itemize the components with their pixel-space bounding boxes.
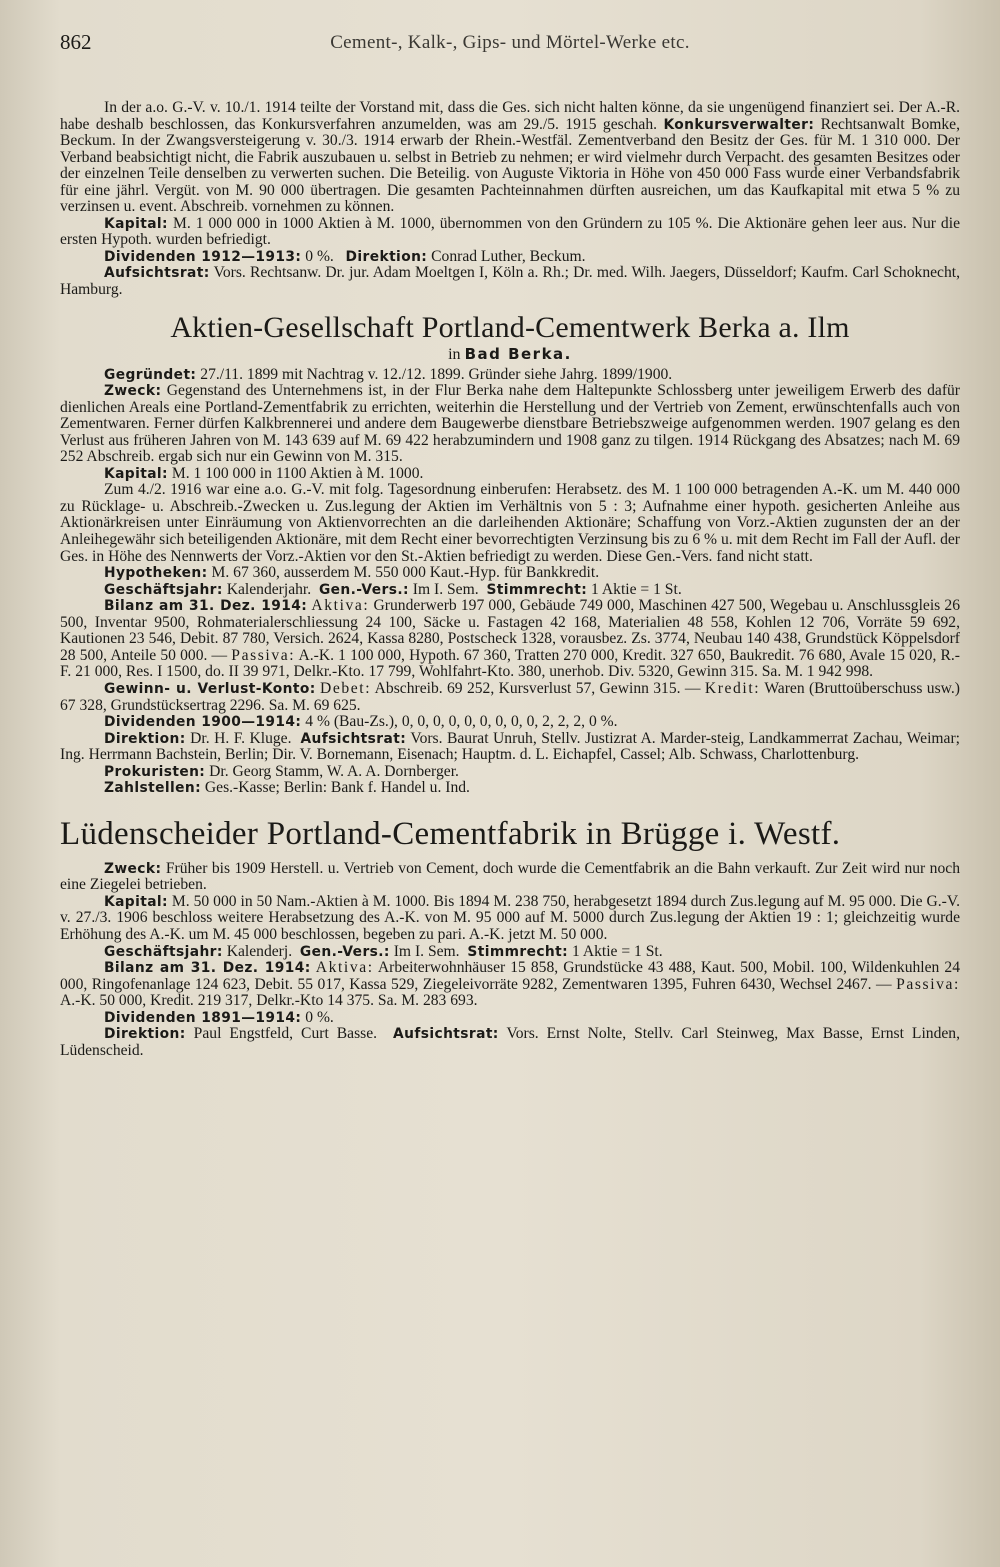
bilanz-paragraph: Bilanz am 31. Dez. 1914: Aktiva: Grunderwerb 197 000, Gebäude 749 000, Maschinen 427 500, Wegebau u. Anschlussgleis 26 500, Inventar 9500, Rohmaterialerschliessung 24 100, Säcke u. Fastagen 42 168, Materialien 48 558, Kohlen 12 706, Vorräte 59 692, Kautionen 23 546, Debit. 87 780, Versich. 2624, Kassa 8280, Postscheck 1328, vorausbez. Zs. 3774, Neubau 140 438, Grundstück Köppelsdorf 28 500, Anteile 50 000. — Passiva: A.-K. 1 100 000, Hypoth. 67 360, Tratten 270 000, Kredit. 327 650, Baukredit. 76 680, Avale 15 020, R.-F. 21 000, Res. I 1500, do. II 39 971, Delkr.-Kto. 17 799, Wohlfahrt-Kto. 380, unerhob. Div. 5320, Gewinn 315. Sa. M. 1 942 998. bbox=[60, 597, 961, 681]
berka-entry bbox=[60, 367, 960, 797]
luedenscheid-heading: Lüdenscheider Portland-Cementfabrik in Brügge i. Westf. bbox=[60, 815, 841, 852]
dividenden-label: Dividenden 1912—1913: bbox=[104, 248, 302, 265]
hypotheken-paragraph: Hypotheken: M. 67 360, ausserdem M. 550 000 Kaut.-Hyp. für Bankkredit. bbox=[104, 564, 600, 582]
gv-notice-paragraph: Zum 4./2. 1916 war eine a.o. G.-V. mit folg. Tagesordnung einberufen: Herabsetz. des M. 1 100 000 betragenden A.-K. um M. 440 000 zu Rücklage- u. Abschreib.-Zwecken u. Zus.legung der Aktien im Verhältnis von 5 : 3; Aufnahme einer hypoth. gesicherten Anleihe aus Aktionärkreisen unter Einräumung von Aktienvorrechten an die darleihenden Aktionäre; Schaffung von Vorz.-Aktien zugunsten der an der Anleihegewähr sich beteiligenden Aktionäre, mit dem Recht einer bevorrechtigten Verzinsung bis zu 6 % u. mit dem Recht im Fall der Aufl. der Ges. in Höhe des Nennwerts der Vorz.-Aktien vor den St.-Aktien befriedigt zu werden. Diese Gen.-Vers. fand nicht statt. bbox=[60, 481, 961, 565]
berka-subheading: in Bad Berka. bbox=[448, 344, 572, 363]
dividenden-paragraph: Dividenden 1891—1914: 0 %. bbox=[104, 1008, 334, 1026]
previous-entry-paragraph: In der a.o. G.-V. v. 10./1. 1914 teilte der Vorstand mit, dass die Ges. sich nicht halten könne, da sie ungenügend finanziert sei. Der A.-R. habe deshalb beschlossen, das Konkursverfahren anzumelden, was am 29./5. 1915 geschah. Konkursverwalter: Rechtsanwalt Bomke, Beckum. In der Zwangsversteigerung v. 30./3. 1914 erwarb der Rhein.-Westfäl. Zementverband den Besitz der Ges. für M. 1 310 000. Der Verband beabsichtigt nicht, die Fabrik auszubauen u. selbst in Betrieb zu nehmen; er wird vielmehr durch Verpacht. des gesamten Besitzes oder der einzelnen Teile denselben zu verwerten suchen. Die Beteilig. von Auguste Viktoria in Höhe von 450 000 Fass wurde einer Verbandsfabrik für eine jährl. Vergüt. von M. 90 000 übertragen. Die gesamten Pachteinnahmen dürften ausreichen, um das Kaufkapital mit etwa 5 % zu verzinsen u. event. Abschreib. vornehmen zu können. bbox=[60, 99, 960, 216]
luedenscheid-entry bbox=[60, 861, 960, 1060]
page-number: 862 bbox=[60, 30, 92, 54]
previous-entry bbox=[60, 100, 960, 299]
kapital-paragraph: Kapital: M. 1 100 000 in 1100 Aktien à M. 1000. bbox=[104, 464, 424, 482]
gewinn-verlust-paragraph: Gewinn- u. Verlust-Konto: Debet: Abschreib. 69 252, Kursverlust 57, Gewinn 315. — Kredit: Waren (Bruttoüberschuss usw.) 67 328, Grundstücksertrag 2296. Sa. M. 69 625. bbox=[60, 679, 960, 714]
zweck-paragraph: Zweck: Früher bis 1909 Herstell. u. Vertrieb von Cement, doch wurde die Cementfabrik an die Bahn verkauft. Zur Zeit wird nur noch eine Ziegelei betrieben. bbox=[60, 859, 960, 894]
aufsichtsrat-paragraph: Aufsichtsrat: Vors. Rechtsanw. Dr. jur. Adam Moeltgen I, Köln a. Rh.; Dr. med. Wilh. Jaegers, Düsseldorf; Kaufm. Carl Schoknecht, Hamburg. bbox=[60, 264, 960, 299]
kapital-paragraph: Kapital: M. 1 000 000 in 1000 Aktien à M. 1000, übernommen von den Gründern zu 105 %. Die Aktionäre gehen leer aus. Nur die ersten Hypoth. wurden befriedigt. bbox=[60, 214, 960, 249]
dividenden-paragraph: Dividenden 1900—1914: 4 % (Bau-Zs.), 0, 0, 0, 0, 0, 0, 0, 0, 0, 2, 2, 2, 0 %. bbox=[104, 713, 618, 731]
aufsichtsrat-label: Aufsichtsrat: bbox=[104, 265, 210, 282]
direktion-paragraph: Direktion: Dr. H. F. Kluge. Aufsichtsrat: Vors. Baurat Unruh, Stellv. Justizrat A. Marder-steig, Landkammerrat Zachau, Weimar; Ing. Herrmann Bachstein, Berlin; Dir. V. Bornemann, Eisenach; Hauptm. d. L. Eichapfel, Cassel; Alb. Schwass, Charlottenburg. bbox=[60, 729, 961, 764]
running-header bbox=[60, 30, 960, 60]
gegruendet-paragraph: Gegründet: 27./11. 1899 mit Nachtrag v. 12./12. 1899. Gründer siehe Jahrg. 1899/1900. bbox=[104, 365, 673, 383]
geschaeftsjahr-paragraph: Geschäftsjahr: Kalenderjahr. Gen.-Vers.: Im I. Sem. Stimmrecht: 1 Aktie = 1 St. bbox=[104, 580, 682, 598]
bilanz-paragraph: Bilanz am 31. Dez. 1914: Aktiva: Arbeiterwohnhäuser 15 858, Grundstücke 43 488, Kaut. 500, Mobil. 100, Wildenkuhlen 24 000, Ringofenanlage 124 623, Debit. 55 017, Kassa 529, Ziegeleivorräte 9282, Zementwaren 1395, Fuhren 6430, Wechsel 2467. — Passiva: A.-K. 50 000, Kredit. 219 317, Delkr.-Kto 14 375. Sa. M. 283 693. bbox=[60, 959, 960, 1010]
direktion-label: Direktion: bbox=[345, 248, 428, 265]
berka-heading: Aktien-Gesellschaft Portland-Cementwerk Berka a. Ilm bbox=[170, 310, 850, 344]
prokuristen-paragraph: Prokuristen: Dr. Georg Stamm, W. A. A. Dornberger. bbox=[104, 762, 459, 780]
zahlstellen-paragraph: Zahlstellen: Ges.-Kasse; Berlin: Bank f. Handel u. Ind. bbox=[104, 779, 470, 797]
dividenden-direktion-paragraph: Dividenden 1912—1913: 0 %. Direktion: Conrad Luther, Beckum. bbox=[104, 247, 586, 265]
direktion-paragraph: Direktion: Paul Engstfeld, Curt Basse. Aufsichtsrat: Vors. Ernst Nolte, Stellv. Carl Steinweg, Max Basse, Ernst Linden, Lüdenscheid. bbox=[60, 1025, 960, 1059]
zweck-paragraph: Zweck: Gegenstand des Unternehmens ist, in der Flur Berka nahe dem Haltepunkte Schlossberg unter jeweiligem Erwerb des dafür dienlichen Areals eine Portland-Zementfabrik zu errichten, weiterhin die Herstellung und der Vertrieb von Zement, erwünschtenfalls auch von Zementwaren. Ferner dürfen Kalkbrennerei und andere dem Baugewerbe dienstbare Betriebszweige aufgenommen werden. 1907 gelang es den Verlust aus früheren Jahren von M. 143 639 auf M. 69 422 herabzumindern und 1908 ganz zu tilgen. 1914 Rückgang des Absatzes; nach M. 69 252 Abschreib. ergab sich nur ein Gewinn von M. 315. bbox=[60, 382, 960, 466]
kapital-paragraph: Kapital: M. 50 000 in 50 Nam.-Aktien à M. 1000. Bis 1894 M. 238 750, herabgesetzt 1894 durch Zus.legung auf M. 95 000. Die G.-V. v. 27./3. 1906 beschloss weitere Herabsetzung des A.-K. von M. 95 000 auf M. 5000 durch Zus.legung der Aktien 19 : 1; gleichzeitig wurde Erhöhung des A.-K. um M. 45 000 beschlossen, begeben zu pari. A.-K. jetzt M. 50 000. bbox=[60, 892, 960, 943]
geschaeftsjahr-paragraph: Geschäftsjahr: Kalenderj. Gen.-Vers.: Im I. Sem. Stimmrecht: 1 Aktie = 1 St. bbox=[104, 942, 663, 960]
kapital-label: Kapital: bbox=[104, 215, 168, 232]
konkursverwalter-label: Konkursverwalter: bbox=[663, 116, 815, 133]
running-title: Cement-, Kalk-, Gips- und Mörtel-Werke etc. bbox=[330, 32, 690, 53]
